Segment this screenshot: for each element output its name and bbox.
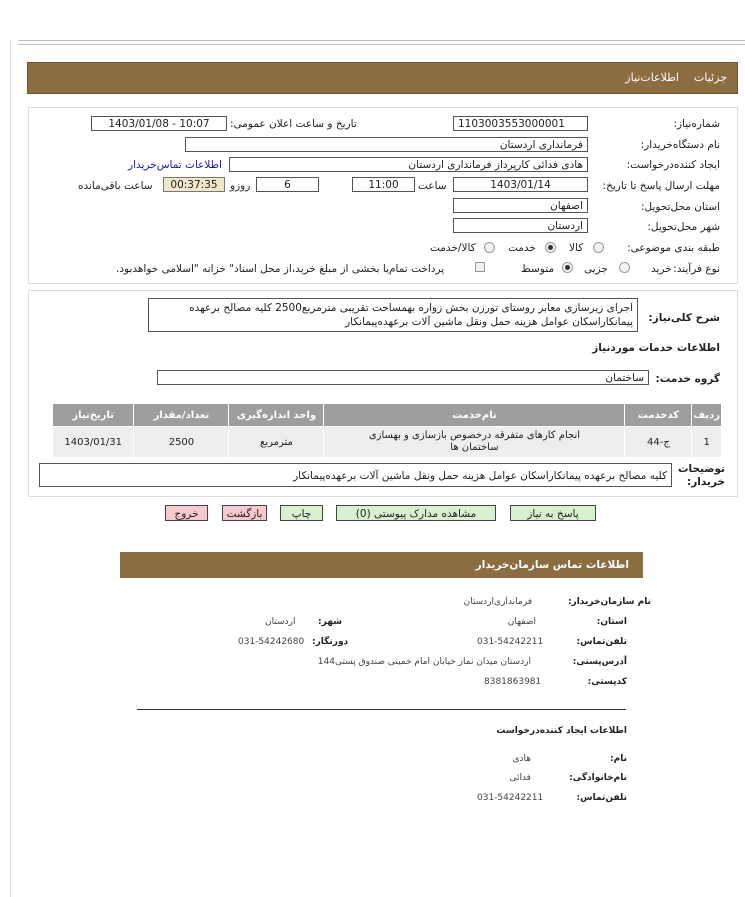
cell-row: 1 [692, 427, 722, 458]
summary-label: شرح کلی‌نیاز: [648, 312, 720, 324]
contact-address-value: اردستان میدان نماز خیابان امام خمینی صندوق پستی144 [317, 657, 531, 667]
col-unit: واحد اندازه‌گیری [229, 404, 324, 427]
city-field: اردستان [453, 218, 588, 233]
top-separator-2 [18, 44, 745, 45]
creator-family-value: فدائی [509, 773, 531, 783]
exit-button[interactable]: خروج [165, 505, 208, 521]
contact-header [120, 552, 643, 578]
left-border [10, 40, 11, 897]
cell-unit: مترمربع [229, 427, 324, 458]
cell-name: انجام کارهای متفرقه درخصوص بازسازی و بهسازی ساختمان ها [324, 427, 625, 458]
category-radio-goods-service[interactable] [484, 242, 495, 253]
deadline-time-field: 11:00 [352, 177, 415, 192]
days-label: روزو [230, 180, 251, 192]
cell-qty: 2500 [134, 427, 229, 458]
process-buy-label: خرید [651, 263, 672, 275]
province-field: اصفهان [453, 198, 588, 213]
days-field: 6 [256, 177, 319, 192]
contact-province-value: اصفهان [507, 617, 536, 627]
col-row: ردیف [692, 404, 722, 427]
contact-phone-label: تلفن‌تماس: [576, 637, 627, 647]
payment-note: پرداخت تمام‌یا بخشی از مبلغ خرید،از محل اسناد" خزانه "اسلامی خواهد‌بود. [116, 263, 445, 275]
need-number-field: 1103003553000001 [453, 116, 588, 131]
process-minor-label: جزیی [584, 263, 608, 275]
creator-field: هادی فدائی کارپرداز فرمانداری اردستان [229, 157, 588, 172]
contact-city-label: شهر: [318, 617, 342, 627]
reply-button[interactable]: پاسخ به نیاز [510, 505, 596, 521]
payment-checkbox[interactable] [475, 262, 485, 272]
category-service-label: خدمت [508, 242, 536, 254]
contact-org-label: نام سازمان‌خریدار: [567, 597, 651, 607]
top-separator [18, 40, 745, 41]
creator-phone-value: 031-54242211 [477, 793, 544, 803]
creator-name-label: نام: [610, 754, 627, 764]
process-radio-medium[interactable] [562, 262, 573, 273]
buyer-org-field: فرمانداری اردستان [185, 137, 588, 152]
creator-name-value: هادی [512, 754, 531, 764]
category-label: طبقه بندی موضوعی: [627, 242, 720, 254]
category-goods-label: کالا [569, 242, 584, 254]
buyer-contact-link[interactable]: اطلاعات تماس‌خریدار [128, 159, 222, 171]
remaining-timer: 00:37:35 [163, 177, 225, 192]
city-label: شهر محل‌تحویل: [647, 221, 720, 233]
col-date: تاریخ‌نیاز [53, 404, 134, 427]
deadline-label: مهلت ارسال پاسخ تا تاریخ: [602, 180, 720, 192]
category-radio-service[interactable] [545, 242, 556, 253]
contact-divider [137, 709, 626, 710]
process-medium-label: متوسط [521, 263, 554, 275]
service-group-field: ساختمان [157, 370, 649, 385]
contact-address-label: آدرس‌پستی: [572, 657, 627, 667]
creator-phone-label: تلفن‌تماس: [576, 793, 627, 803]
contact-city-value: اردستان [265, 617, 296, 627]
col-name: نام‌خدمت [324, 404, 625, 427]
services-table [52, 403, 722, 458]
print-button[interactable]: چاپ [280, 505, 323, 521]
creator-family-label: نام‌خانوادگی: [569, 773, 627, 783]
process-radio-minor[interactable] [619, 262, 630, 273]
province-label: استان محل‌تحویل: [640, 201, 720, 213]
cell-date: 1403/01/31 [53, 427, 134, 458]
category-goods-service-label: کالا/خدمت [430, 242, 476, 254]
back-button[interactable]: بازگشت [222, 505, 267, 521]
need-number-label: شماره‌نیاز: [673, 118, 720, 130]
services-title: اطلاعات خدمات موردنیاز [592, 342, 720, 354]
tab-need-info[interactable]: اطلاعات‌نیاز [625, 71, 679, 84]
contact-postal-value: 8381863981 [484, 677, 542, 687]
services-table-wrap [52, 403, 722, 458]
contact-org-value: فرمانداری‌اردستان [463, 597, 532, 607]
summary-text: اجرای زیرسازی معابر روستای تورزن بخش زواره بهمساحت تقریبی مترمربع2500 کلیه مصالح برعهده پیمانکاراسکان عوامل هزینه حمل ونقل ماشین آلات برعهده‌پیمانکار [148, 298, 638, 332]
contact-phone-value: 031-54242211 [477, 637, 544, 647]
col-qty: تعداد/مقدار [134, 404, 229, 427]
category-radio-goods[interactable] [593, 242, 604, 253]
need-info-box [28, 107, 738, 284]
contact-fax-value: 031-54242680 [238, 637, 305, 647]
service-group-label: گروه خدمت: [655, 373, 720, 385]
contact-postal-label: کدپستی: [587, 677, 627, 687]
announce-field: 1403/01/08 - 10:07 [91, 116, 227, 131]
deadline-date-field: 1403/01/14 [453, 177, 588, 192]
contact-fax-label: دورنگار: [312, 637, 349, 647]
creator-label: ایجاد کننده‌درخواست: [626, 159, 720, 171]
contact-province-label: استان: [596, 617, 627, 627]
buyer-org-label: نام دستگاه‌خریدار: [640, 139, 720, 151]
creator-section-title: اطلاعات ایجاد کننده‌درخواست [496, 726, 627, 736]
header-bar [27, 62, 738, 94]
table-row [53, 427, 722, 458]
process-label: نوع فرآیند: [673, 263, 720, 275]
tab-details[interactable]: جزئیات [694, 71, 727, 84]
buyer-notes-label: توضیحات خریدار: [677, 463, 725, 488]
deadline-time-label: ساعت [418, 180, 447, 192]
attachments-button[interactable]: مشاهده مدارک پیوستی (0) [336, 505, 496, 521]
col-code: کدخدمت [625, 404, 692, 427]
cell-code: ج-44 [625, 427, 692, 458]
buyer-notes-field: کلیه مصالح برعهده پیمانکاراسکان عوامل هزینه حمل ونقل ماشین آلات برعهده‌پیمانکار [39, 463, 672, 487]
contact-title: اطلاعات تماس سازمان‌خریدار [475, 559, 629, 571]
announce-label: تاریخ و ساعت اعلان عمومی: [230, 118, 357, 130]
remaining-label: ساعت باقی‌مانده [78, 180, 153, 192]
